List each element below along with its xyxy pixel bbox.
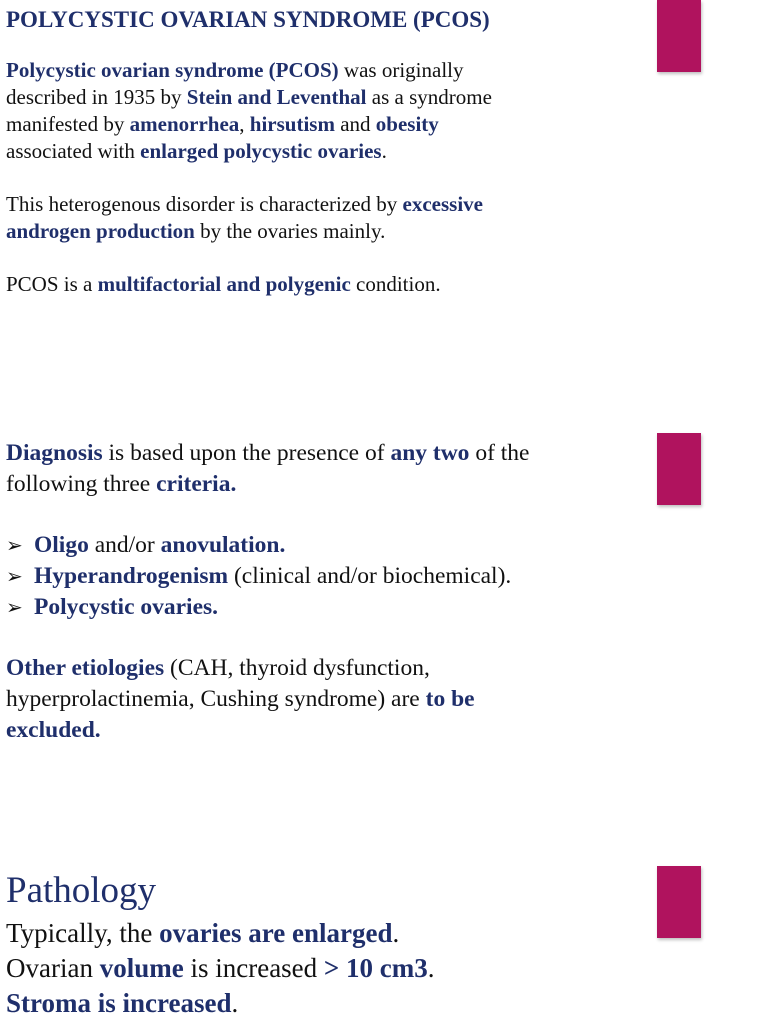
accent-bar (657, 433, 701, 505)
etiology-paragraph (6, 271, 566, 298)
text-segment: is based upon the presence of (102, 440, 391, 466)
text-segment: (clinical and/or biochemical). (228, 563, 512, 589)
highlighted-term: ovaries are enlarged (159, 918, 393, 948)
text-segment: . (231, 988, 239, 1018)
arrow-bullet-icon: ➢ (6, 533, 23, 557)
exclusion-paragraph (6, 653, 496, 746)
text-segment: PCOS is a (6, 272, 98, 296)
highlighted-term: Hyperandrogenism (34, 563, 229, 589)
slide-title: POLYCYSTIC OVARIAN SYNDROME (PCOS) (6, 7, 490, 32)
highlighted-term: > 10 cm3 (323, 953, 428, 983)
text-segment: is increased (183, 953, 324, 983)
highlighted-term: Other etiologies (6, 655, 165, 681)
definition-paragraph (6, 57, 506, 165)
text-segment: Typically, the (6, 918, 160, 948)
slide-pcos-intro (0, 0, 768, 330)
criteria-item (6, 561, 511, 592)
criteria-list (6, 530, 511, 623)
highlighted-term: Polycystic ovaries. (34, 594, 219, 620)
highlighted-term: enlarged polycystic ovaries (140, 139, 382, 163)
text-segment: and/or (88, 532, 161, 558)
highlighted-term: multifactorial and polygenic (97, 272, 351, 296)
criteria-item (6, 530, 511, 561)
accent-bar (657, 0, 701, 72)
arrow-bullet-icon: ➢ (6, 595, 23, 619)
diagnosis-paragraph (6, 438, 566, 500)
text-segment: of the following three (6, 440, 530, 497)
slide-title: Pathology (6, 870, 157, 911)
text-segment: condition. (350, 272, 441, 296)
highlighted-term: Stroma is increased (6, 988, 232, 1018)
accent-bar (657, 866, 701, 938)
highlighted-term: anovulation. (160, 532, 286, 558)
disorder-paragraph (6, 191, 526, 245)
text-segment: , (239, 112, 250, 136)
pathology-line (6, 951, 606, 986)
highlighted-term: Oligo (34, 532, 89, 558)
highlighted-term: Stein and Leventhal (186, 85, 367, 109)
text-segment: This heterogenous disorder is characterized by (6, 192, 403, 216)
text-segment: . (381, 139, 387, 163)
pathology-line (6, 916, 606, 951)
slide-pathology (0, 866, 768, 1024)
text-segment: Ovarian (6, 953, 100, 983)
criteria-item (6, 592, 511, 623)
text-segment: . (392, 918, 400, 948)
highlighted-term: Polycystic ovarian syndrome (PCOS) (6, 58, 339, 82)
highlighted-term: volume (99, 953, 184, 983)
highlighted-term: amenorrhea (129, 112, 240, 136)
text-segment: associated with (6, 139, 141, 163)
arrow-bullet-icon: ➢ (6, 564, 23, 588)
text-segment: as a syndrome manifested by (6, 85, 492, 136)
slide-diagnosis (0, 433, 768, 763)
text-segment: and (334, 112, 376, 136)
text-segment: was originally described in 1935 by (6, 58, 464, 109)
highlighted-term: excessive androgen production (6, 192, 483, 243)
pathology-line (6, 986, 606, 1021)
highlighted-term: obesity (375, 112, 439, 136)
text-segment: . (427, 953, 435, 983)
highlighted-term: criteria. (156, 471, 237, 497)
text-segment: (CAH, thyroid dysfunction, hyperprolactinemia, Cushing syndrome) are (6, 655, 430, 712)
highlighted-term: Diagnosis (6, 440, 103, 466)
highlighted-term: to be excluded. (6, 686, 475, 743)
text-segment: by the ovaries mainly. (194, 219, 386, 243)
highlighted-term: any two (390, 440, 470, 466)
highlighted-term: hirsutism (249, 112, 335, 136)
